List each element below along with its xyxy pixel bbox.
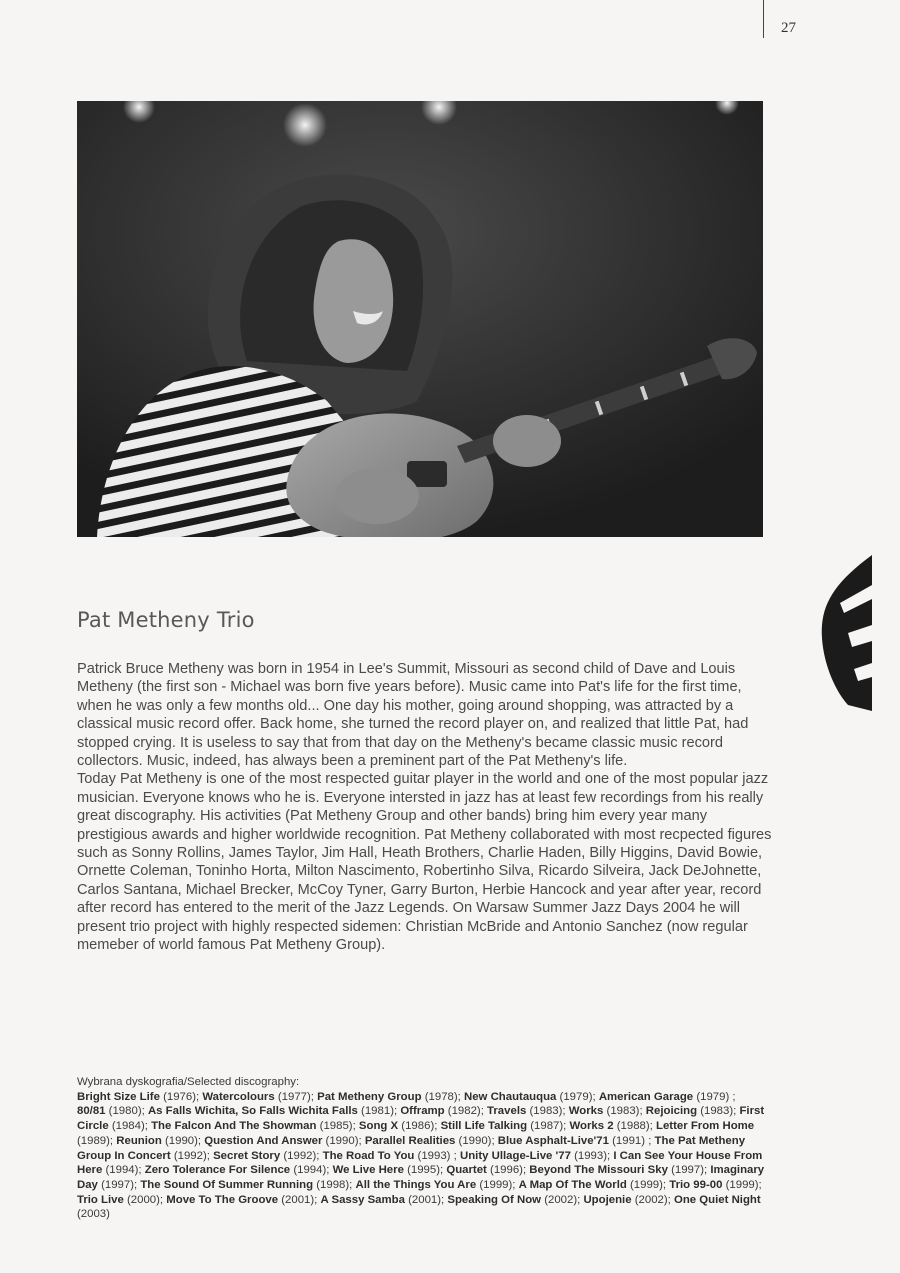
- discography-item: [365, 1135, 498, 1147]
- album-year: (1991) ;: [608, 1134, 655, 1147]
- album-title: Trio Live: [77, 1193, 124, 1206]
- article-body: [77, 660, 772, 955]
- album-title: 80/81: [77, 1105, 106, 1118]
- album-title: Move To The Groove: [166, 1193, 279, 1206]
- discography-item: [77, 1105, 148, 1117]
- discography-item: [77, 1091, 202, 1103]
- discography-item: [333, 1164, 447, 1176]
- album-title: All the Things You Are: [355, 1178, 477, 1191]
- album-year: (1997);: [667, 1164, 711, 1177]
- album-year: (1978);: [421, 1090, 464, 1103]
- discography-item: [400, 1105, 487, 1117]
- album-year: (1981);: [357, 1105, 401, 1118]
- album-year: (1987);: [527, 1120, 570, 1133]
- album-year: (1990);: [455, 1134, 498, 1147]
- album-title: Still Life Talking: [440, 1120, 528, 1133]
- discography-item: [148, 1105, 400, 1117]
- album-title: Letter From Home: [656, 1120, 755, 1133]
- album-year: (1990);: [161, 1134, 205, 1147]
- album-year: (2000);: [123, 1193, 167, 1206]
- discography-item: [202, 1091, 317, 1103]
- discography-item: [359, 1120, 441, 1132]
- bio-paragraph: Patrick Bruce Metheny was born in 1954 in Lee's Summit, Missouri as second child of Dave and Louis Metheny (the first son - Michael was born five years before). Music came into Pat's life for the first time, when he was only a few months old... One day his mother, going around shopping, was attracted by a classical music record offer. Back home, she turned the record player on, and realized that little Pat, had stopped crying. It is useless to say that from that day on the Metheny's became classic music record collectors. Music, indeed, has always been a preminent part of the Pat Metheny's life.: [77, 661, 749, 770]
- album-year: (1992);: [170, 1149, 214, 1162]
- album-year: (2002);: [541, 1193, 584, 1206]
- album-year: (1983);: [603, 1105, 646, 1118]
- album-title: Trio 99-00: [669, 1178, 723, 1191]
- album-title: The Road To You: [322, 1149, 415, 1162]
- discography-item: [151, 1120, 359, 1132]
- discography-list: [77, 1091, 764, 1221]
- album-year: (1993) ;: [414, 1149, 460, 1162]
- discography-item: [519, 1179, 670, 1191]
- discography-item: [464, 1091, 599, 1103]
- album-title: A Map Of The World: [518, 1178, 627, 1191]
- album-title: Beyond The Missouri Sky: [529, 1164, 668, 1177]
- album-title: Question And Answer: [204, 1134, 323, 1147]
- album-title: A Sassy Samba: [320, 1193, 405, 1206]
- page-divider: [763, 0, 764, 38]
- album-title: As Falls Wichita, So Falls Wichita Falls: [147, 1105, 358, 1118]
- discography-item: [569, 1120, 656, 1132]
- album-title: The Pat Metheny Group In Concert: [77, 1134, 746, 1162]
- album-year: (1993);: [570, 1149, 614, 1162]
- discography-label: Wybrana dyskografia/Selected discography:: [77, 1076, 300, 1088]
- discography-item: [145, 1164, 333, 1176]
- album-year: (2001);: [278, 1193, 321, 1206]
- discography-item: [323, 1150, 460, 1162]
- album-title: New Chautauqua: [463, 1090, 557, 1103]
- album-title: One Quiet Night: [673, 1193, 761, 1206]
- discography-item: [669, 1179, 761, 1191]
- discography-item: [166, 1194, 320, 1206]
- album-title: Quartet: [446, 1164, 487, 1177]
- album-year: (1994);: [290, 1164, 333, 1177]
- discography-item: [77, 1194, 166, 1206]
- album-year: (2003): [77, 1208, 110, 1221]
- page-number: 27: [781, 20, 796, 36]
- bio-paragraph: Today Pat Metheny is one of the most respected guitar player in the world and one of the most popular jazz musician. Everyone knows who he is. Everyone intersted in jazz has at least few recordings from his really great discography. His activities (Pat Metheny Group and other bands) bring him every year many prestigious awards and higher worldwide recognition. Pat Metheny collaborated with most recpected figures such as Sonny Rollins, James Taylor, Jim Hall, Heath Brothers, Charlie Haden, Billy Higgins, David Bowie, Ornette Coleman, Toninho Horta, Milton Nascimento, Robertinho Silva, Ricardo Silveira, Jack DeJohnette, Carlos Santana, Michael Brecker, McCoy Tyner, Garry Burton, Herbie Hancock and year after year, record after record has entered to the merit of the Jazz Legends. On Warsaw Summer Jazz Days 2004 he will present trio project with highly respected sidemen: Christian McBride and Antonio Sanchez (now regular memeber of world famous Pat Metheny Group).: [77, 771, 772, 954]
- album-year: (1999);: [476, 1178, 519, 1191]
- album-year: (1986);: [398, 1120, 441, 1133]
- album-year: (1983);: [697, 1105, 740, 1118]
- discography-item: [569, 1105, 646, 1117]
- album-title: I Can See Your House From Here: [77, 1149, 763, 1177]
- discography-item: [460, 1150, 613, 1162]
- album-year: (1999);: [626, 1178, 670, 1191]
- discography-item: [356, 1179, 519, 1191]
- discography-item: [140, 1179, 355, 1191]
- album-year: (1977);: [274, 1090, 318, 1103]
- album-title: Secret Story: [213, 1149, 281, 1162]
- album-year: (1995);: [403, 1164, 447, 1177]
- album-year: (1998);: [313, 1178, 356, 1191]
- discography-item: [583, 1194, 674, 1206]
- album-year: (1985);: [316, 1120, 359, 1133]
- album-title: Blue Asphalt-Live'71: [497, 1134, 609, 1147]
- discography-item: [116, 1135, 204, 1147]
- album-title: Upojenie: [583, 1193, 632, 1206]
- album-year: (2001);: [404, 1193, 448, 1206]
- discography-item: [599, 1091, 736, 1103]
- discography-item: [321, 1194, 448, 1206]
- album-year: (1990);: [322, 1134, 365, 1147]
- album-title: Speaking Of Now: [447, 1193, 542, 1206]
- album-title: Imaginary Day: [77, 1164, 765, 1191]
- album-title: Parallel Realities: [364, 1134, 456, 1147]
- album-title: Unity Ullage-Live '77: [459, 1149, 571, 1162]
- album-title: Works 2: [569, 1120, 614, 1133]
- album-year: (1976);: [159, 1090, 203, 1103]
- album-year: (1992);: [280, 1149, 323, 1162]
- discography-item: [498, 1135, 655, 1147]
- album-year: (1989);: [77, 1134, 117, 1147]
- guitarist-illustration: [77, 101, 763, 537]
- album-title: The Falcon And The Showman: [151, 1120, 317, 1133]
- album-title: Song X: [358, 1120, 399, 1133]
- discography-item: [446, 1164, 529, 1176]
- discography-item: [646, 1105, 740, 1117]
- concert-photo: [77, 101, 763, 537]
- album-title: Reunion: [116, 1134, 162, 1147]
- album-title: Travels: [487, 1105, 527, 1118]
- album-year: (1983);: [526, 1105, 569, 1118]
- album-year: (1996);: [486, 1164, 530, 1177]
- album-title: We Live Here: [332, 1164, 404, 1177]
- album-title: Watercolours: [202, 1090, 275, 1103]
- album-year: (1980);: [105, 1105, 148, 1118]
- album-year: (2002);: [631, 1193, 674, 1206]
- album-title: American Garage: [598, 1090, 694, 1103]
- discography: [77, 1075, 767, 1222]
- album-title: Pat Metheny Group: [317, 1090, 422, 1103]
- album-year: (1984);: [108, 1120, 152, 1133]
- album-year: (1988);: [613, 1120, 657, 1133]
- album-title: Offramp: [400, 1105, 445, 1118]
- discography-item: [447, 1194, 583, 1206]
- discography-item: [529, 1164, 710, 1176]
- album-title: Bright Size Life: [77, 1090, 160, 1103]
- album-year: (1994);: [102, 1164, 145, 1177]
- album-year: (1979);: [556, 1090, 599, 1103]
- album-title: The Sound Of Summer Running: [140, 1178, 314, 1191]
- album-title: Works: [568, 1105, 604, 1118]
- edge-decoration: [818, 555, 872, 711]
- discography-item: [441, 1120, 570, 1132]
- album-title: Zero Tolerance For Silence: [144, 1164, 291, 1177]
- discography-item: [317, 1091, 464, 1103]
- album-year: (1982);: [444, 1105, 488, 1118]
- album-title: Rejoicing: [645, 1105, 698, 1118]
- discography-item: [213, 1150, 323, 1162]
- album-year: (1999);: [722, 1178, 762, 1191]
- discography-item: [487, 1105, 569, 1117]
- discography-item: [204, 1135, 365, 1147]
- album-year: (1997);: [97, 1178, 141, 1191]
- album-title: First Circle: [77, 1105, 765, 1133]
- album-year: (1979) ;: [693, 1090, 736, 1103]
- article-title: Pat Metheny Trio: [77, 608, 255, 632]
